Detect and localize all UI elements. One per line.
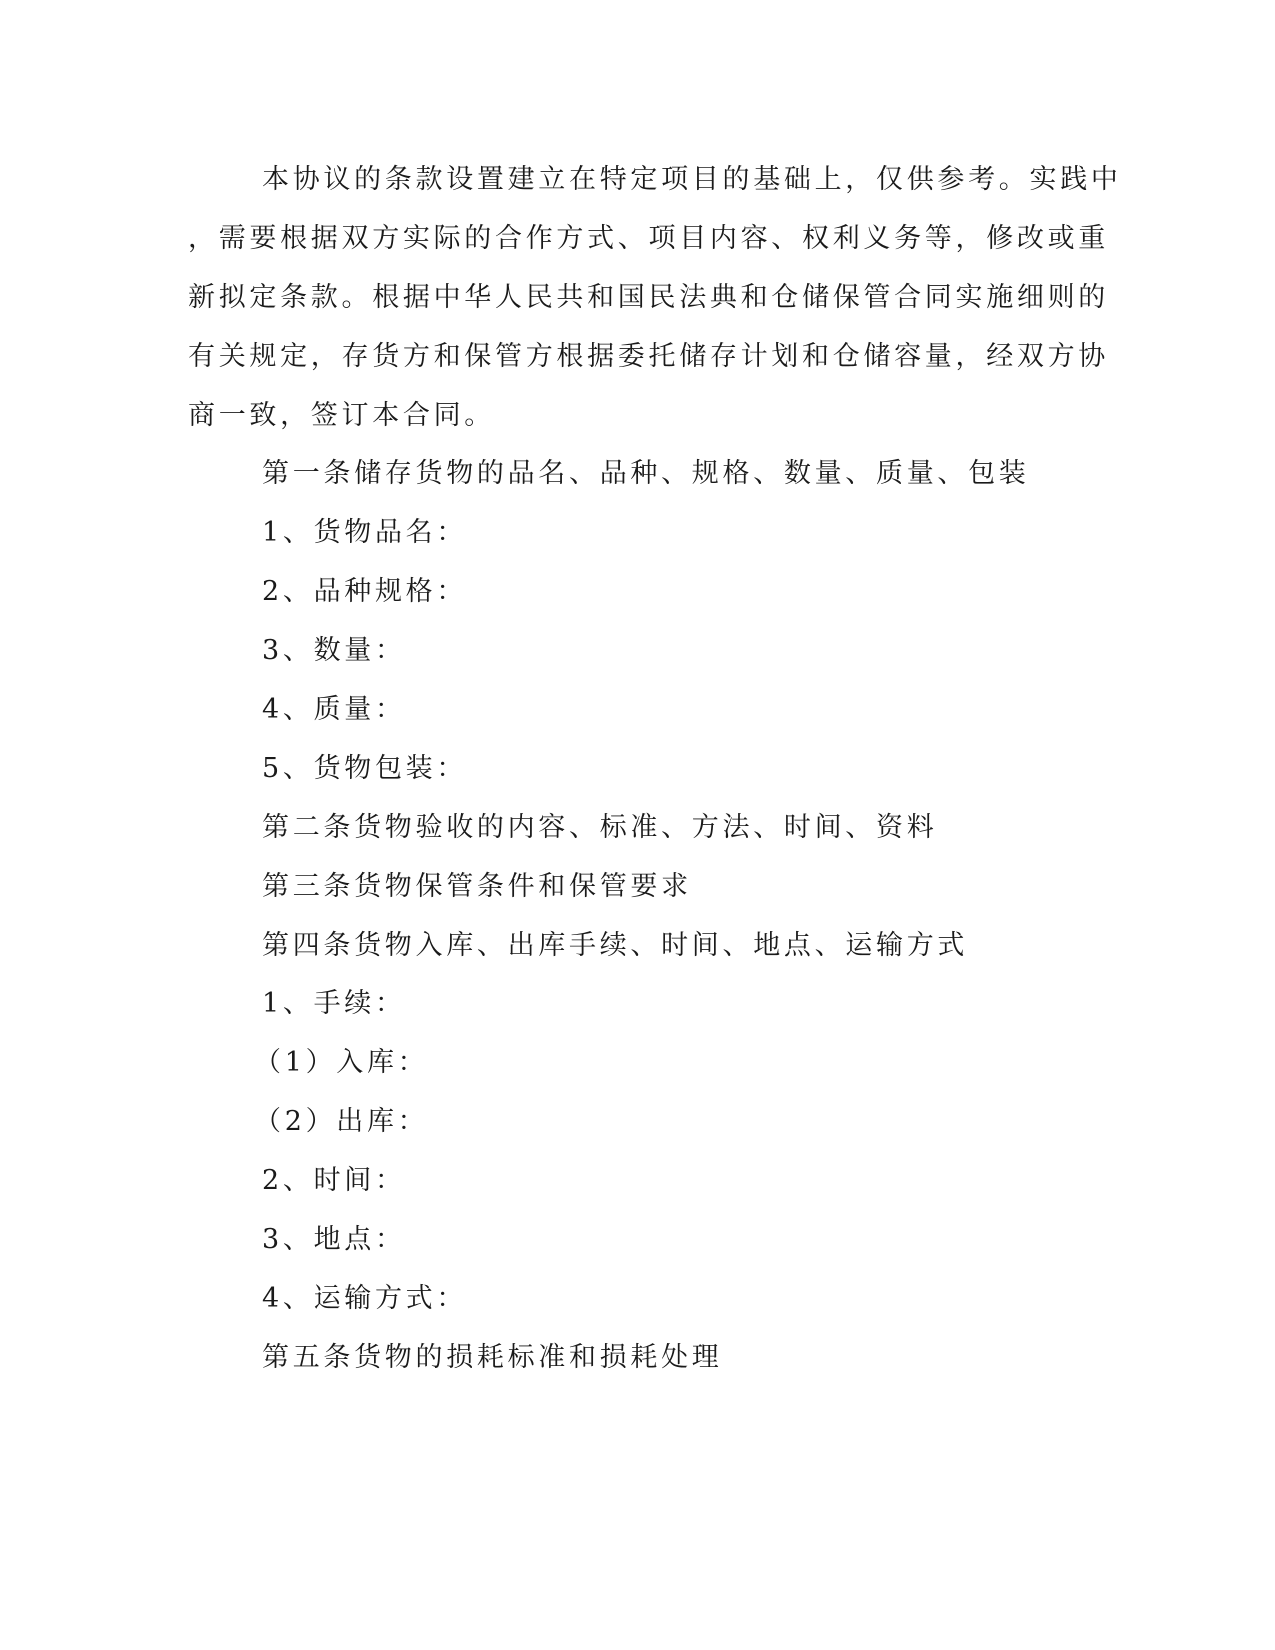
article-1-item: 2、品种规格： xyxy=(262,576,468,608)
article-5-title: 第五条货物的损耗标准和损耗处理 xyxy=(262,1341,723,1373)
article-4-subitem: （2）出库： xyxy=(254,1106,429,1138)
article-4-item: 1、手续： xyxy=(262,988,406,1020)
article-1-title: 第一条储存货物的品名、品种、规格、数量、质量、包装 xyxy=(262,458,1030,490)
article-4-item: 4、运输方式： xyxy=(262,1282,468,1314)
intro-line: 商一致，签订本合同。 xyxy=(188,399,495,431)
article-4-subitem: （1）入库： xyxy=(254,1047,429,1079)
article-4-title: 第四条货物入库、出库手续、时间、地点、运输方式 xyxy=(262,929,969,961)
document-body xyxy=(188,151,1122,1388)
article-1-item: 1、货物品名： xyxy=(262,517,468,549)
intro-line: ，需要根据双方实际的合作方式、项目内容、权利义务等，修改或重 xyxy=(188,222,1109,254)
intro-line: 新拟定条款。根据中华人民共和国民法典和仓储保管合同实施细则的 xyxy=(188,281,1109,313)
article-4-item: 3、地点： xyxy=(262,1224,406,1256)
intro-line: 本协议的条款设置建立在特定项目的基础上，仅供参考。实践中 xyxy=(262,164,1122,195)
article-3-title: 第三条货物保管条件和保管要求 xyxy=(262,870,692,902)
intro-line: 有关规定，存货方和保管方根据委托储存计划和仓储容量，经双方协 xyxy=(188,340,1109,372)
article-1-item: 5、货物包装： xyxy=(262,752,468,784)
article-1-item: 3、数量： xyxy=(262,635,406,667)
article-1-item: 4、质量： xyxy=(262,694,406,726)
article-4-item: 2、时间： xyxy=(262,1165,406,1197)
article-2-title: 第二条货物验收的内容、标准、方法、时间、资料 xyxy=(262,811,938,843)
